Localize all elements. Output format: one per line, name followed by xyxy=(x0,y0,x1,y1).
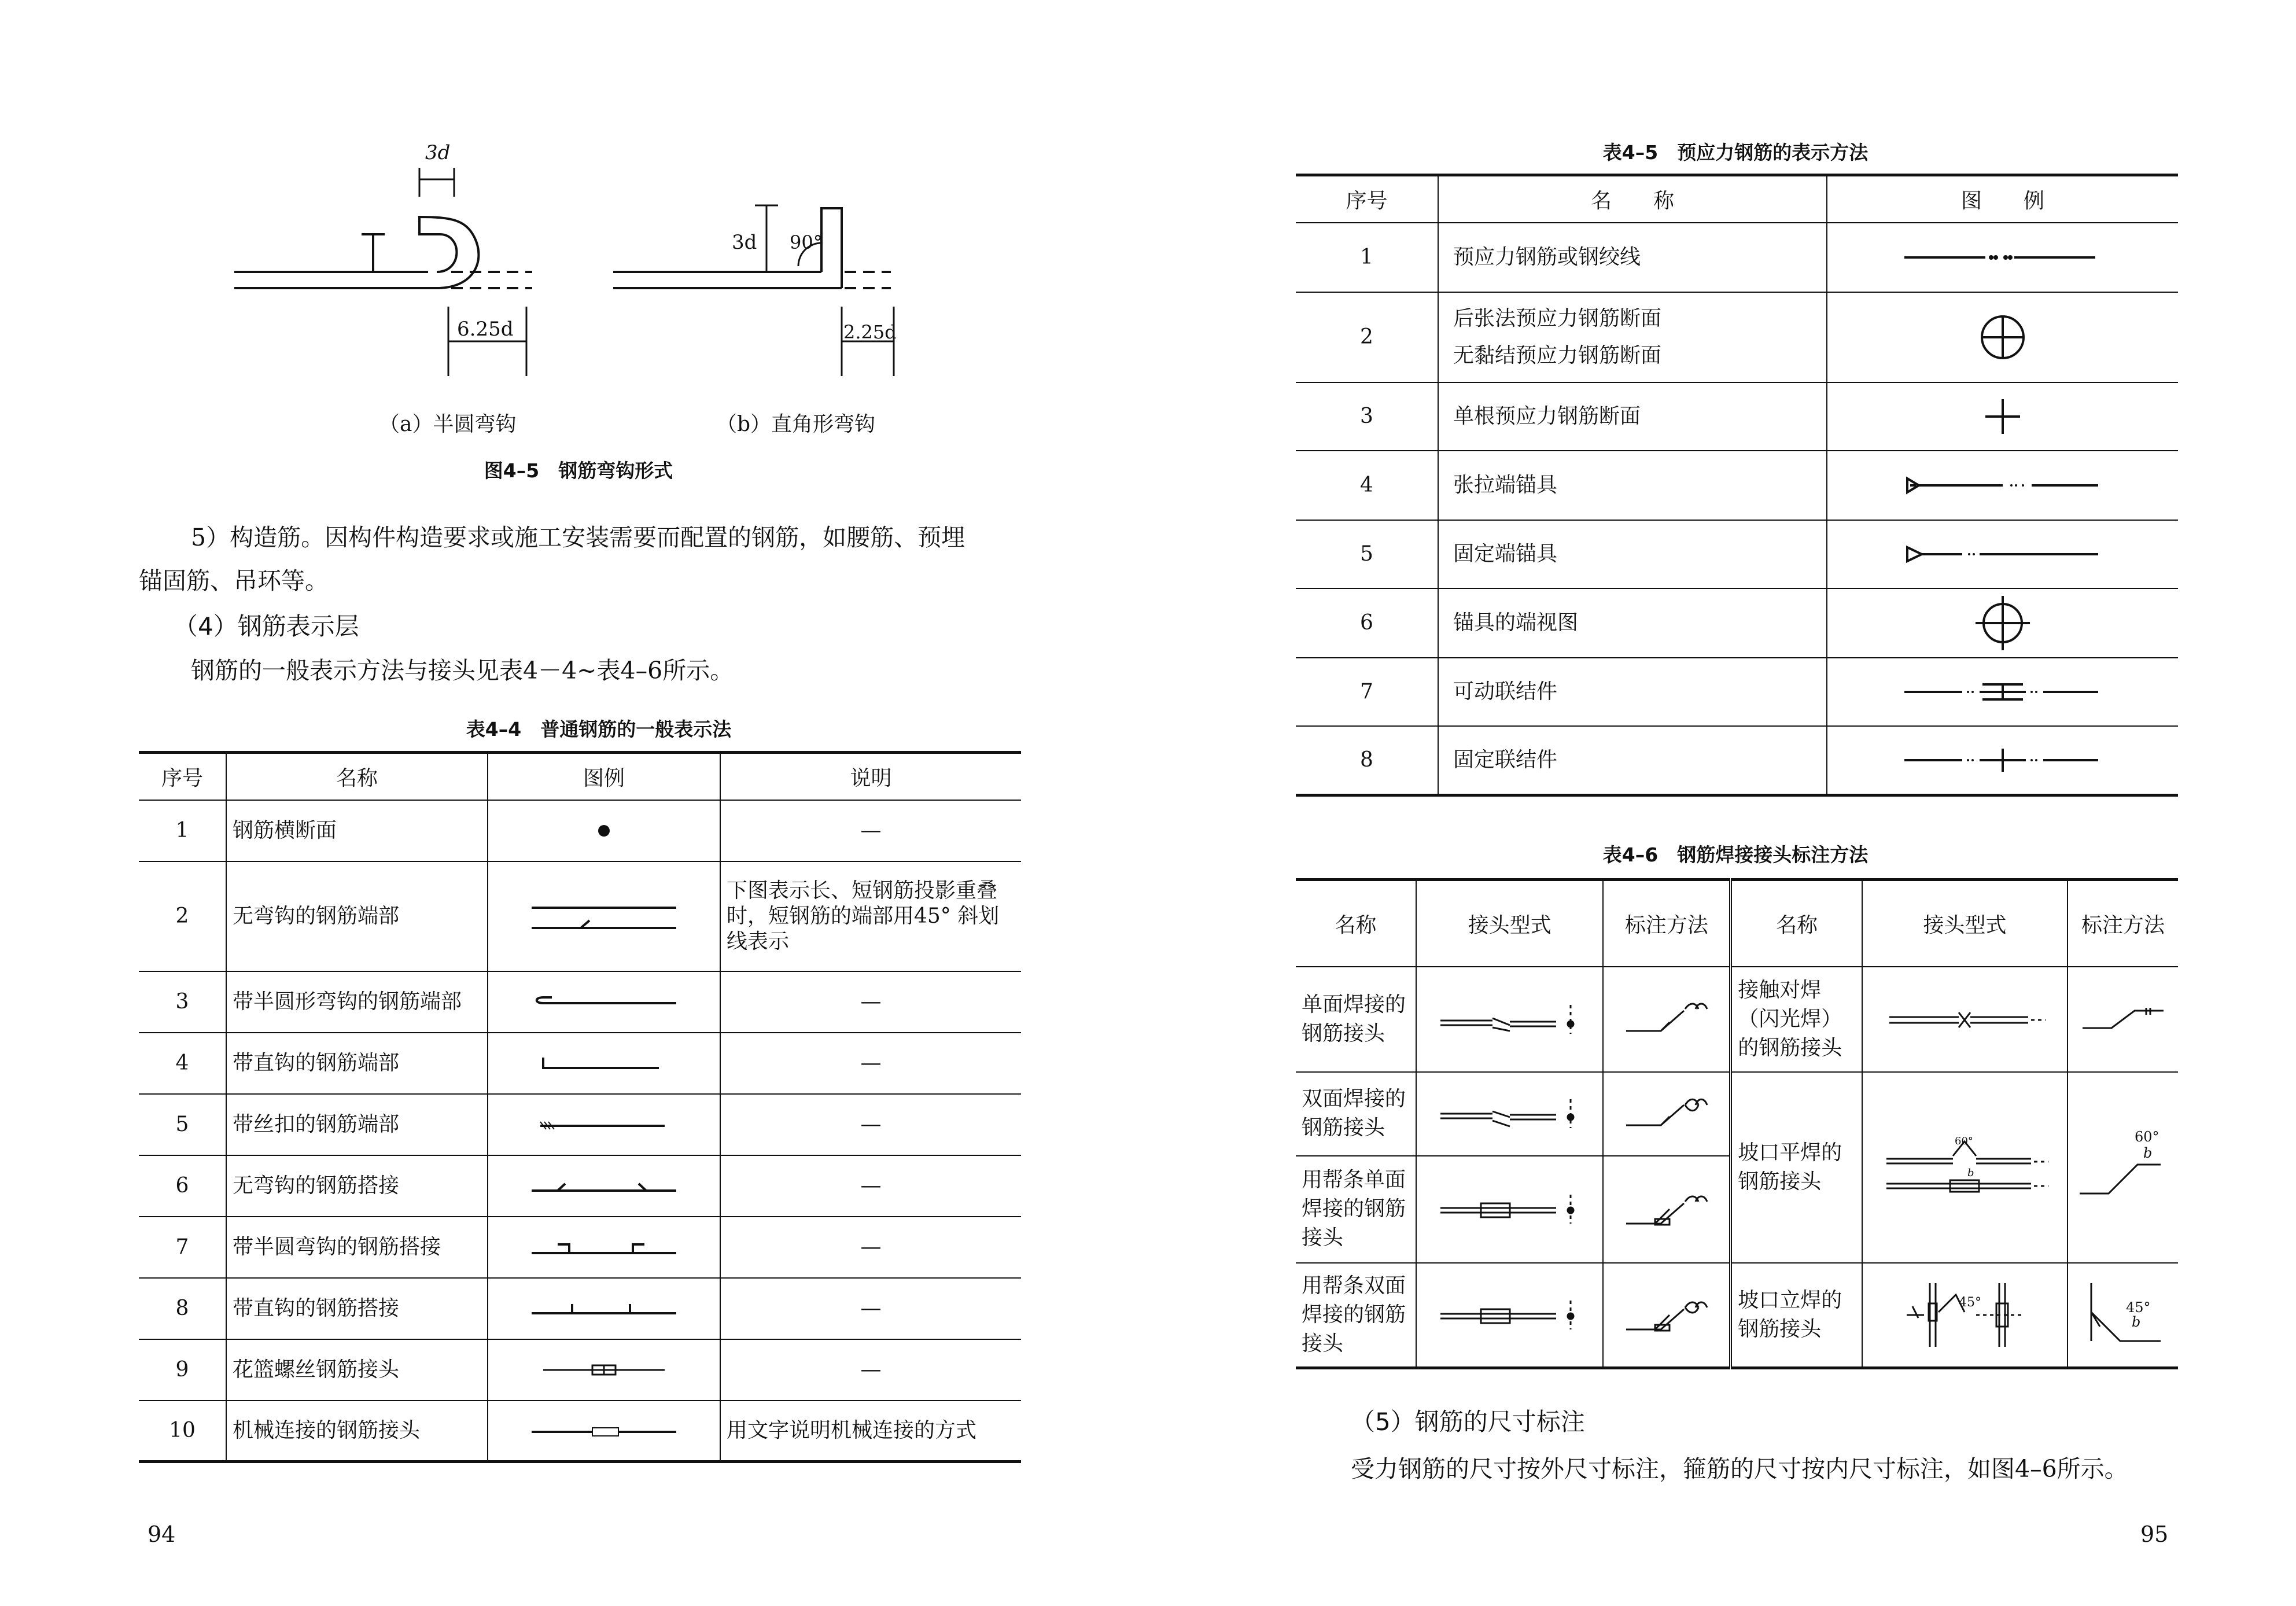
row-number: 2 xyxy=(139,861,226,971)
table45-caption: 表4–5 预应力钢筋的表示方法 xyxy=(1602,141,1869,164)
col-header-legend: 图 例 xyxy=(1827,175,2178,223)
table-row xyxy=(139,1278,1021,1339)
row-name: 带丝扣的钢筋端部 xyxy=(226,1094,488,1155)
row-note: — xyxy=(720,1094,1021,1155)
table-row xyxy=(1296,726,2178,795)
col-header-joint-type: 接头型式 xyxy=(1862,880,2067,967)
paragraph-line-2: 锚固筋、吊环等。 xyxy=(139,567,329,595)
table-row xyxy=(139,1401,1021,1462)
table-row xyxy=(1296,223,2178,292)
thread-end-icon xyxy=(488,1094,720,1155)
col-header-joint-type: 接头型式 xyxy=(1416,880,1603,967)
row-name-line: 固定端锚具 xyxy=(1453,542,1558,566)
row-number: 6 xyxy=(139,1155,226,1217)
row-note: 下图表示长、短钢筋投影重叠时，短钢筋的端部用45° 斜划线表示 xyxy=(720,861,1021,971)
col-header-no: 序号 xyxy=(139,753,226,800)
row-name: 机械连接的钢筋接头 xyxy=(226,1401,488,1462)
row-note: — xyxy=(720,971,1021,1033)
col-header-name: 名 称 xyxy=(1438,175,1827,223)
table-4-6 xyxy=(1296,878,2178,1369)
weld-joint-groove-vertical xyxy=(1862,1263,2067,1368)
row-name xyxy=(1438,588,1827,658)
weld-name-groove-flat: 坡口平焊的钢筋接头 xyxy=(1731,1072,1862,1263)
dot-icon xyxy=(488,800,720,861)
angle-60-mark: 60° xyxy=(2135,1128,2159,1145)
weld-mark-double xyxy=(1603,1072,1730,1156)
row-name xyxy=(1438,726,1827,795)
table-row xyxy=(1296,520,2178,588)
row-number: 7 xyxy=(139,1217,226,1278)
table-row xyxy=(1296,588,2178,658)
table44-caption: 表4–4 普通钢筋的一般表示法 xyxy=(466,718,732,741)
col-header-marking: 标注方法 xyxy=(1603,880,1730,967)
paragraph-line: 5）构造筋。因构件构造要求或施工安装需要而配置的钢筋，如腰筋、预埋 xyxy=(191,524,965,551)
paragraph-construction-bars xyxy=(191,515,1030,560)
row-name-line: 张拉端锚具 xyxy=(1453,473,1558,497)
row-name-line: 预应力钢筋或钢绞线 xyxy=(1453,245,1641,269)
row-name: 带半圆弯钩的钢筋搭接 xyxy=(226,1217,488,1278)
b-mark-2: b xyxy=(2132,1313,2141,1330)
straight-hook-icon xyxy=(488,1033,720,1094)
row-note: 用文字说明机械连接的方式 xyxy=(720,1401,1021,1462)
fixed-anchor-icon xyxy=(1827,520,2178,588)
col-header-name: 名称 xyxy=(226,753,488,800)
weld-name-flash: 接触对焊（闪光焊）的钢筋接头 xyxy=(1731,967,1862,1072)
angle-45-mark: 45° xyxy=(2126,1299,2151,1316)
section-heading-5: （5）钢筋的尺寸标注 xyxy=(1351,1408,1585,1436)
row-number: 1 xyxy=(1296,223,1438,292)
dim-625d: 6.25d xyxy=(457,318,514,341)
weld-joint-splice-double xyxy=(1416,1263,1603,1368)
circle-cross-icon xyxy=(1827,292,2178,382)
fixed-coupler-icon xyxy=(1827,726,2178,795)
weld-joint-groove-flat xyxy=(1862,1072,2067,1263)
section-heading-4: （4）钢筋表示层 xyxy=(174,612,359,640)
row-number: 8 xyxy=(1296,726,1438,795)
row-note: — xyxy=(720,1033,1021,1094)
paragraph-dimension-note: 受力钢筋的尺寸按外尺寸标注，箍筋的尺寸按内尺寸标注，如图4–6所示。 xyxy=(1351,1455,2128,1483)
row-number: 9 xyxy=(139,1339,226,1401)
row-name xyxy=(1438,520,1827,588)
row-name-line: 锚具的端视图 xyxy=(1453,610,1579,635)
row-name: 无弯钩的钢筋端部 xyxy=(226,861,488,971)
row-number: 10 xyxy=(139,1401,226,1462)
rebar-hook-figure xyxy=(220,133,972,422)
row-number: 3 xyxy=(1296,382,1438,451)
row-note: — xyxy=(720,1155,1021,1217)
table-row xyxy=(139,1155,1021,1217)
angle-45-label: 45° xyxy=(1959,1295,1982,1310)
table-row xyxy=(1296,292,2178,382)
row-name: 花篮螺丝钢筋接头 xyxy=(226,1339,488,1401)
lap-no-hook-icon xyxy=(488,1155,720,1217)
dim-90deg: 90° xyxy=(790,231,823,253)
row-name xyxy=(1438,223,1827,292)
page-number-right: 95 xyxy=(2140,1522,2169,1547)
table-row xyxy=(1296,658,2178,726)
table-row xyxy=(1296,382,2178,451)
semicircle-hook-icon xyxy=(488,971,720,1033)
bar-end-slash-icon xyxy=(488,861,720,971)
row-number: 5 xyxy=(139,1094,226,1155)
angle-60-label: 60° xyxy=(1955,1134,1974,1147)
mechanical-joint-icon xyxy=(488,1401,720,1462)
weld-joint-single xyxy=(1416,967,1603,1072)
tension-anchor-icon xyxy=(1827,451,2178,520)
table-row xyxy=(1296,451,2178,520)
col-header-name: 名称 xyxy=(1296,880,1416,967)
weld-joint-splice-single xyxy=(1416,1156,1603,1263)
table-4-5 xyxy=(1296,174,2178,797)
weld-joint-flash xyxy=(1862,967,2067,1072)
row-number: 4 xyxy=(139,1033,226,1094)
weld-mark-single xyxy=(1603,967,1730,1072)
table-row xyxy=(139,971,1021,1033)
dim-3d-a: 3d xyxy=(425,141,451,164)
row-number: 2 xyxy=(1296,292,1438,382)
b-label: b xyxy=(1967,1166,1974,1179)
dim-3d-b: 3d xyxy=(732,231,757,254)
table-row xyxy=(139,1094,1021,1155)
row-note: — xyxy=(720,800,1021,861)
row-note: — xyxy=(720,1217,1021,1278)
b-mark: b xyxy=(2143,1144,2153,1161)
figure-caption: 图4–5 钢筋弯钩形式 xyxy=(484,459,673,482)
page-number-left: 94 xyxy=(148,1522,176,1547)
weld-mark-flash xyxy=(2067,967,2178,1072)
weld-name-splice-double: 用帮条双面焊接的钢筋接头 xyxy=(1296,1263,1416,1368)
table-row xyxy=(139,800,1021,861)
weld-name-single: 单面焊接的钢筋接头 xyxy=(1296,967,1416,1072)
weld-mark-splice-double xyxy=(1603,1263,1730,1368)
row-name: 带半圆形弯钩的钢筋端部 xyxy=(226,971,488,1033)
row-name xyxy=(1438,658,1827,726)
col-header-note: 说明 xyxy=(720,753,1021,800)
dim-225d: 2.25d xyxy=(843,321,897,343)
weld-joint-double xyxy=(1416,1072,1603,1156)
weld-name-groove-vertical: 坡口立焊的钢筋接头 xyxy=(1731,1263,1862,1368)
table-row xyxy=(139,1033,1021,1094)
row-number: 7 xyxy=(1296,658,1438,726)
weld-name-splice-single: 用帮条单面焊接的钢筋接头 xyxy=(1296,1156,1416,1263)
row-number: 5 xyxy=(1296,520,1438,588)
table-row xyxy=(139,861,1021,971)
row-number: 6 xyxy=(1296,588,1438,658)
row-name-line: 可动联结件 xyxy=(1453,679,1558,703)
movable-coupler-icon xyxy=(1827,658,2178,726)
table-4-4 xyxy=(139,751,1021,1463)
weld-name-double: 双面焊接的钢筋接头 xyxy=(1296,1072,1416,1156)
table-row xyxy=(139,1217,1021,1278)
row-number: 3 xyxy=(139,971,226,1033)
prestressed-line-icon xyxy=(1827,223,2178,292)
row-number: 1 xyxy=(139,800,226,861)
col-header-name: 名称 xyxy=(1731,880,1862,967)
row-name: 带直钩的钢筋搭接 xyxy=(226,1278,488,1339)
row-name: 无弯钩的钢筋搭接 xyxy=(226,1155,488,1217)
col-header-marking: 标注方法 xyxy=(2067,880,2178,967)
lap-straight-hook-icon xyxy=(488,1278,720,1339)
paragraph-table-ref: 钢筋的一般表示方法与接头见表4－4~表4–6所示。 xyxy=(191,657,734,684)
turnbuckle-joint-icon xyxy=(488,1339,720,1401)
row-name-line-2: 无黏结预应力钢筋断面 xyxy=(1453,343,1662,367)
weld-mark-groove-vertical xyxy=(2067,1263,2178,1368)
row-number: 8 xyxy=(139,1278,226,1339)
col-header-no: 序号 xyxy=(1296,175,1438,223)
row-note: — xyxy=(720,1339,1021,1401)
row-note: — xyxy=(720,1278,1021,1339)
row-name: 钢筋横断面 xyxy=(226,800,488,861)
cross-icon xyxy=(1827,382,2178,451)
table-row xyxy=(139,1339,1021,1401)
row-name xyxy=(1438,451,1827,520)
col-header-legend: 图例 xyxy=(488,753,720,800)
row-name: 带直钩的钢筋端部 xyxy=(226,1033,488,1094)
row-name xyxy=(1438,382,1827,451)
lap-semicircle-hook-icon xyxy=(488,1217,720,1278)
anchor-end-view-icon xyxy=(1827,588,2178,658)
row-name-line: 固定联结件 xyxy=(1453,747,1558,772)
figure-sub-a: （a）半圆弯钩 xyxy=(379,412,517,436)
row-name-line: 单根预应力钢筋断面 xyxy=(1453,404,1641,428)
row-number: 4 xyxy=(1296,451,1438,520)
row-name xyxy=(1438,292,1827,382)
figure-sub-b: （b）直角形弯钩 xyxy=(716,412,876,436)
table46-caption: 表4–6 钢筋焊接接头标注方法 xyxy=(1602,843,1869,866)
weld-mark-groove-flat xyxy=(2067,1072,2178,1263)
weld-mark-splice-single xyxy=(1603,1156,1730,1263)
row-name-line: 后张法预应力钢筋断面 xyxy=(1453,306,1662,330)
